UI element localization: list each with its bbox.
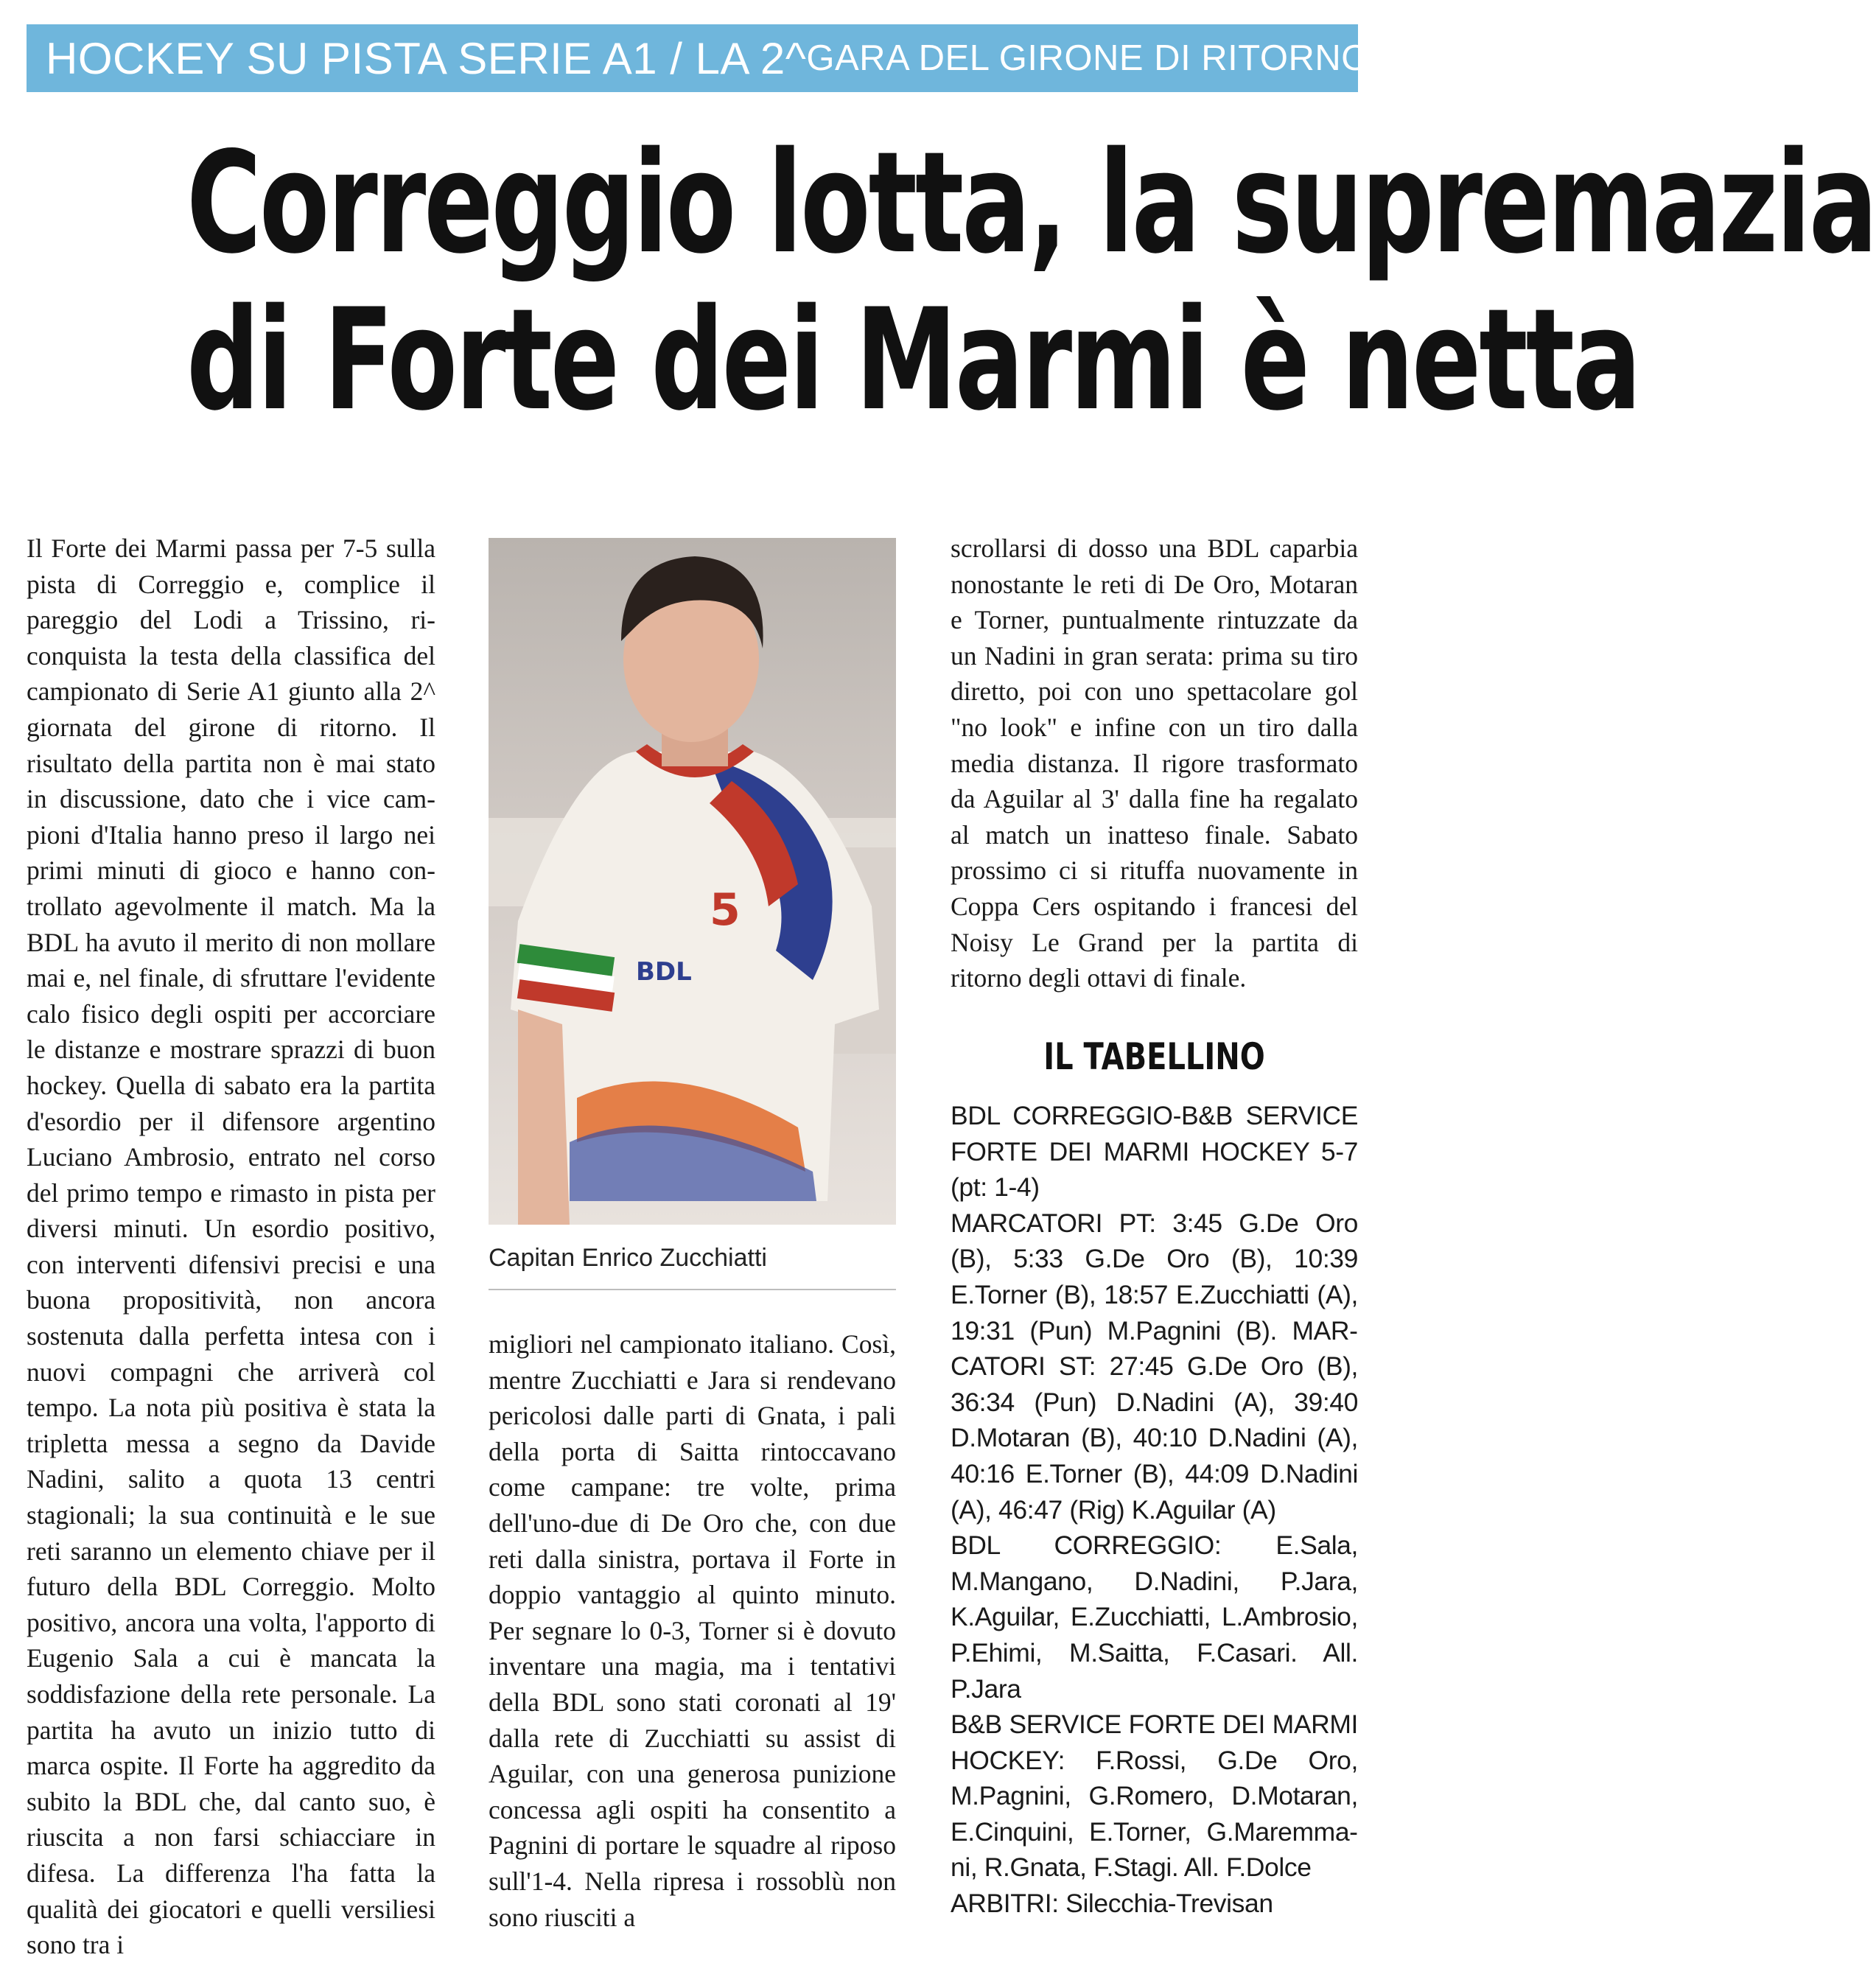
headline-line-1: Correggio lotta, la supremazia <box>186 122 1876 284</box>
article-text-col2: migliori nel campionato italiano. Così, mentre Zucchiatti e Jara si rendevano pericolosi dalle parti di Gnata, i pali della porta di Saitta rintoccavano come campane: tre volte, prima dell'uno-due di De Oro che, con due reti dalla sinistra, portava il Forte in doppio vantaggio al quinto minuto. Per segnare lo 0-3, Torner si è dovuto inventare una magia, ma i tentativi della BDL sono stati coronati al 19' dalla rete di Zucchiatti su assist di Aguilar, con una generosa punizione concessa agli ospiti ha consentito a Pagnini di portare le squadre al riposo sull'1-4. Nella ripresa i rossoblù non sono riusciti a <box>489 1329 896 1932</box>
tabellino-title: IL TABELLINO <box>1043 1035 1265 1078</box>
tabellino-team-correggio: BDL CORREGGIO: E.Sala, M.Mangano, D.Nadini, P.Jara, K.Aguilar, E.Zucchiatti, L.Ambrosio, P.Ehimi, M.Saitta, F.Casari. All. P.Jara <box>951 1530 1358 1704</box>
article-text-col1: Il Forte dei Marmi passa per 7-5 sulla pista di Correggio e, complice il pareggio del Lodi a Trissino, riconquista la testa della classifica del campionato di Serie A1 giunto alla 2^ giornata del girone di ritorno. Il risultato della partita non è mai stato in discussione, dato che i vice campioni d'Italia hanno preso il largo nei primi minuti di gioco e hanno controllato agevolmente il match. Ma la BDL ha avuto il merito di non mollare mai e, nel finale, di sfruttare l'evidente calo fisico degli ospiti per accorciare le distanze e mostrare sprazzi di buon hockey. Quella di sabato era la partita d'esordio per il difensore argentino Luciano Ambrosio, entrato nel corso del primo tempo e rimasto in pista per diversi minuti. Un esordio positivo, con interventi difensivi precisi e una buona propositività, non ancora sostenuta dalla perfetta intesa con i nuovi compagni che arriverà col tempo. La nota più positiva è stata la tripletta messa a segno da Davide Nadini, salito a quota 13 centri stagionali; la sua continuità e le sue reti saranno un elemento chiave per il futuro della BDL Correggio. Molto positivo, ancora una volta, l'apporto di Eugenio Sala a cui è mancata la soddisfazione della rete personale. La partita ha avuto un inizio tutto di marca ospite. Il Forte ha aggredito da subito la BDL che, dal canto suo, è riuscita a non farsi schiacciare in difesa. La differenza l'ha fatta la qualità dei giocatori e quelli versiliesi sono tra i <box>27 533 435 1960</box>
kicker-main: HOCKEY SU PISTA SERIE A1 / LA 2^ <box>46 33 807 83</box>
jersey-sponsor: BDL <box>636 957 692 987</box>
tabellino-arbitri: ARBITRI: Silecchia-Trevisan <box>951 1889 1273 1919</box>
article-column-1 <box>27 531 435 1963</box>
section-kicker <box>27 24 1370 92</box>
jersey-number: 5 <box>710 884 741 936</box>
player-illustration <box>489 538 896 1225</box>
article-column-3 <box>951 531 1358 996</box>
article-column-2 <box>489 1326 896 1935</box>
player-photo <box>489 538 896 1225</box>
photo-caption: Capitan Enrico Zucchiatti <box>489 1244 896 1290</box>
kicker-secondary: GARA DEL GIRONE DI RITORNO <box>806 38 1370 78</box>
tabellino-match: BDL CORREGGIO-B&B SERVICE FORTE DEI MARMI HOCKEY 5-7 (pt: 1-4) <box>951 1101 1358 1203</box>
tabellino-team-forte: B&B SERVICE FORTE DEI MARMI HOCKEY: F.Rossi, G.De Oro, M.Pagnini, G.Romero, D.Motaran, E.Cinquini, E.Torner, G.Maremmani, R.Gnata, F.Stagi. All. F.Dolce <box>951 1710 1358 1883</box>
tabellino-marcatori: MARCATORI PT: 3:45 G.De Oro (B), 5:33 G.De Oro (B), 10:39 E.Torner (B), 18:57 E.Zucchiatti (A), 19:31 (Pun) M.Pagnini (B). MARCATORI ST: 27:45 G.De Oro (B), 36:34 (Pun) D.Nadini (A), 39:40 D.Motaran (B), 40:10 D.Nadini (A), 40:16 E.Torner (B), 44:09 D.Nadini (A), 46:47 (Rig) K.Aguilar (A) <box>951 1208 1358 1525</box>
tabellino-box <box>951 1098 1358 1922</box>
headline-line-2: di Forte dei Marmi è netta <box>186 278 1639 441</box>
article-text-col3: scrollarsi di dosso una BDL caparbia nonostante le reti di De Oro, Motaran e Torner, puntualmente rintuzzate da un Nadini in gran serata: prima su tiro diretto, poi con uno spettacolare gol "no look" e infine con un tiro dalla media distanza. Il rigore trasformato da Aguilar al 3' dalla fine ha regalato al match un inatteso finale. Sabato prossimo ci si rituffa nuovamente in Coppa Cers ospitando i francesi del Noisy Le Grand per la partita di ritorno degli ottavi di finale. <box>951 533 1358 993</box>
headline <box>186 122 1876 441</box>
